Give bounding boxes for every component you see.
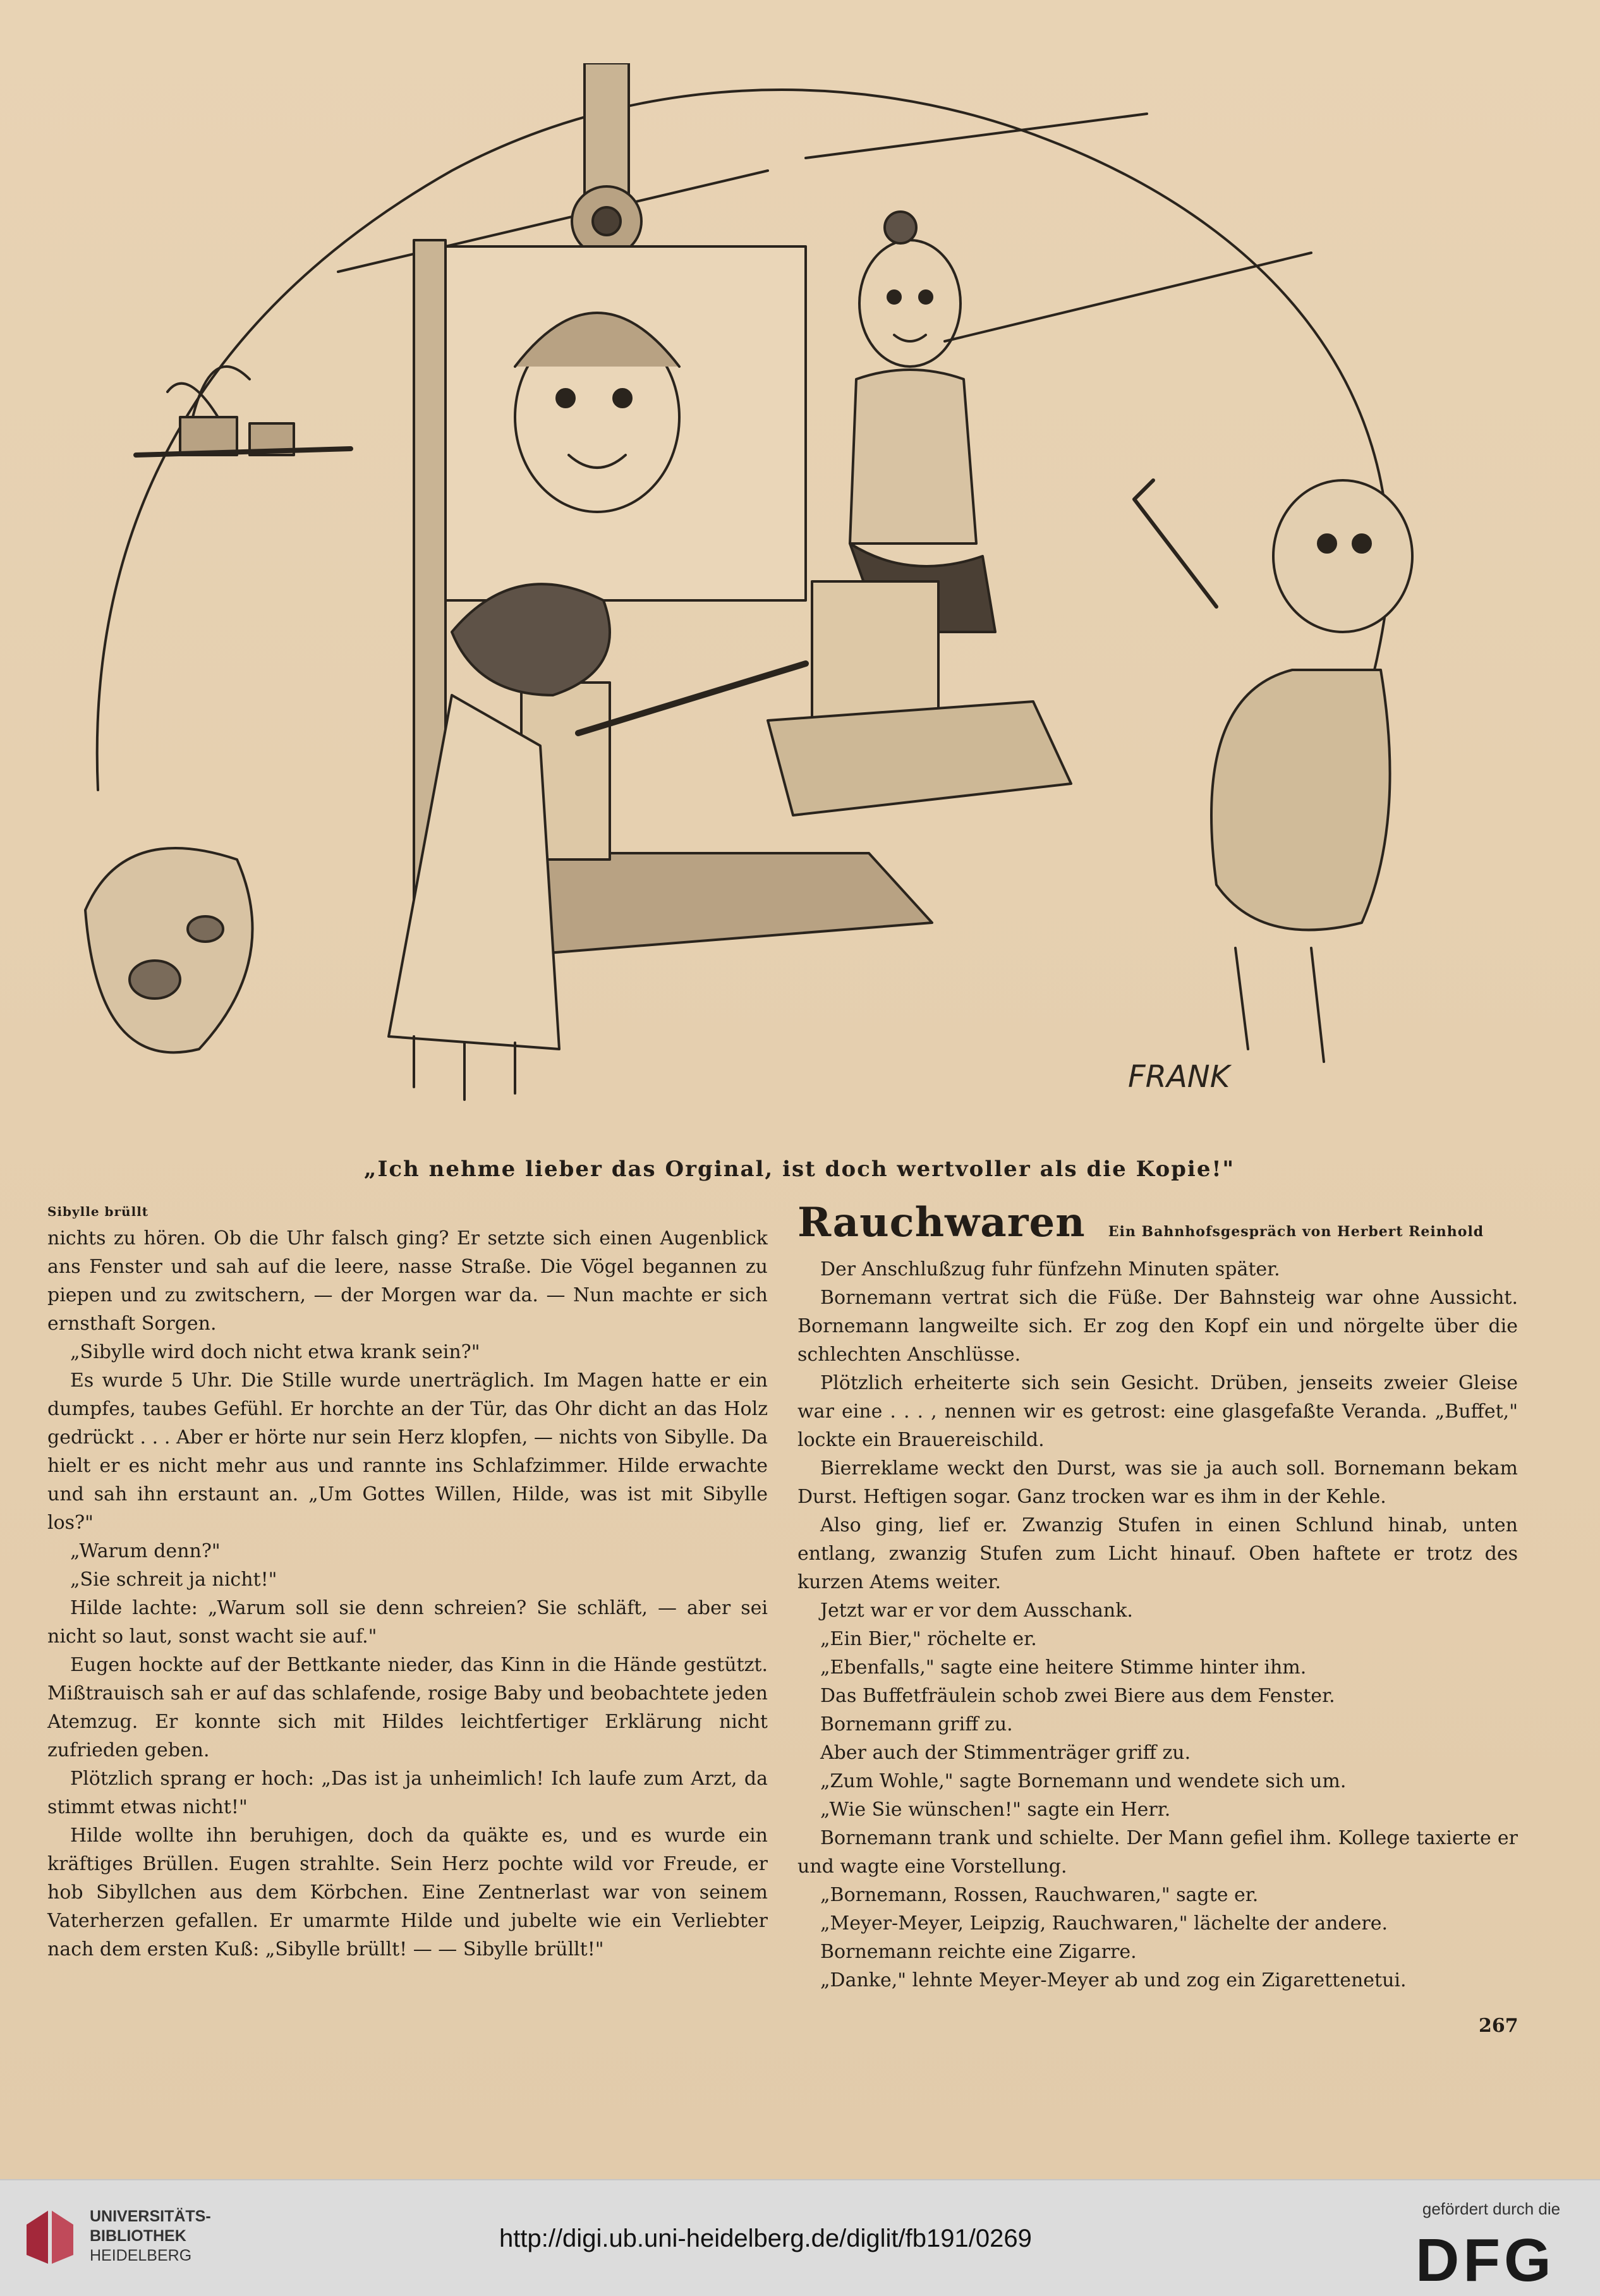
paragraph: „Danke," lehnte Meyer-Meyer ab und zog ein Zigarettenetui. [820, 1969, 1407, 1991]
paragraph: „Wie Sie wünschen!" sagte ein Herr. [820, 1799, 1171, 1821]
cartoon-illustration [60, 63, 1419, 1125]
right-column [797, 1199, 1518, 1995]
paragraph: Das Buffetfräulein schob zwei Biere aus dem Fenster. [820, 1685, 1335, 1707]
paragraph: „Bornemann, Rossen, Rauchwaren," sagte er. [820, 1884, 1259, 1906]
paragraph: Bornemann vertrat sich die Füße. Der Bahnsteig war ohne Aussicht. Bornemann langweilte sich. Er zog den Kopf ein und nörgelte über die schlechten Anschlüsse. [797, 1287, 1518, 1366]
paragraph: „Sie schreit ja nicht!" [70, 1569, 277, 1591]
paragraph: „Zum Wohle," sagte Bornemann und wendete sich um. [820, 1770, 1347, 1792]
library-name-line: UNIVERSITÄTS- [90, 2208, 211, 2225]
paragraph: „Warum denn?" [70, 1540, 221, 1562]
library-name-line: BIBLIOTHEK [90, 2227, 186, 2245]
story-byline: Ein Bahnhofsgespräch von Herbert Reinhold [1108, 1224, 1484, 1240]
sponsor-text: gefördert durch die [1422, 2199, 1561, 2218]
paragraph: Eugen hockte auf der Bettkante nieder, das Kinn in die Hände gestützt. Mißtrauisch sah er auf das schlafende, rosige Baby und beobachtete jeden Atemzug. Er konnte sich mit Hildes leichtfertiger Erklärung nicht zufrieden geben. [47, 1654, 768, 1761]
paragraph: Jetzt war er vor dem Ausschank. [820, 1600, 1133, 1622]
paragraph: Der Anschlußzug fuhr fünfzehn Minuten später. [820, 1258, 1280, 1280]
paragraph: nichts zu hören. Ob die Uhr falsch ging? Er setzte sich einen Augenblick ans Fenster und sah auf die leere, nasse Straße. Die Vögel begannen zu piepen und zu zwitschern, — der Morgen war da. — Nun machte er sich ernsthaft Sorgen. [47, 1227, 768, 1335]
paragraph: Hilde lachte: „Warum soll sie denn schreien? Sie schläft, — aber sei nicht so laut, sonst wacht sie auf." [47, 1597, 768, 1648]
story-header [797, 1199, 1518, 1246]
permalink-url[interactable]: http://digi.ub.uni-heidelberg.de/diglit/fb191/0269 [499, 2225, 1032, 2252]
library-name-line: HEIDELBERG [90, 2247, 192, 2264]
paragraph: Es wurde 5 Uhr. Die Stille wurde unerträglich. Im Magen hatte er ein dumpfes, taubes Gefühl. Er horchte an der Tür, das Ohr dicht an das Holz gedrückt . . . Aber er hörte nur sein Herz klopfen, — nichts von Sibylle. Da hielt er es nicht mehr aus und rannte ins Schlafzimmer. Hilde erwachte und sah ihn erstaunt an. „Um Gottes Willen, Hilde, was ist mit Sibylle los?" [47, 1370, 768, 1534]
university-library-name [90, 2207, 211, 2266]
paragraph: Hilde wollte ihn beruhigen, doch da quäkte es, und es wurde ein kräftiges Brüllen. Eugen strahlte. Sein Herz pochte wild vor Freude, er hob Sibyllchen aus dem Körbchen. Eine Zentnerlast war von seinem Vaterherzen gefallen. Er umarmte Hilde und jubelte wie ein Verliebter nach dem ersten Kuß: „Sibylle brüllt! — — Sibylle brüllt!" [47, 1825, 768, 1960]
paragraph: Aber auch der Stimmenträger griff zu. [820, 1742, 1191, 1764]
paragraph: Bornemann griff zu. [820, 1713, 1013, 1735]
page-number: 267 [1479, 2015, 1518, 2037]
paragraph: „Ein Bier," röchelte er. [820, 1628, 1037, 1650]
dfg-logo[interactable]: DFG [1415, 2226, 1555, 2294]
paragraph: Bornemann reichte eine Zigarre. [820, 1941, 1137, 1963]
paragraph: Plötzlich erheiterte sich sein Gesicht. Drüben, jenseits zweier Gleise war eine . . . , nennen wir es getrost: eine glasgefaßte Veranda. „Buffet," lockte ein Brauereischild. [797, 1372, 1518, 1451]
paragraph: „Meyer-Meyer, Leipzig, Rauchwaren," lächelte der andere. [820, 1912, 1388, 1935]
paragraph: Bierreklame weckt den Durst, was sie ja auch soll. Bornemann bekam Durst. Heftigen sogar. Ganz trocken war es ihm in der Kehle. [797, 1457, 1518, 1508]
story-title: Rauchwaren [797, 1199, 1086, 1246]
paragraph: „Sibylle wird doch nicht etwa krank sein?" [70, 1341, 480, 1363]
cartoon-caption: „Ich nehme lieber das Orginal, ist doch wertvoller als die Kopie!" [363, 1157, 1235, 1182]
paragraph: „Ebenfalls," sagte eine heitere Stimme hinter ihm. [820, 1656, 1307, 1679]
left-column [47, 1204, 768, 1964]
university-library-logo-icon[interactable] [23, 2206, 77, 2269]
digitization-footer [0, 2179, 1600, 2296]
paragraph: Bornemann trank und schielte. Der Mann gefiel ihm. Kollege taxierte er und wagte eine Vorstellung. [797, 1827, 1518, 1878]
artist-studio-drawing [60, 63, 1419, 1125]
artist-signature: FRANK [1128, 1059, 1230, 1095]
paragraph: Plötzlich sprang er hoch: „Das ist ja unheimlich! Ich laufe zum Arzt, da stimmt etwas nicht!" [47, 1768, 768, 1818]
continued-story-title: Sibylle brüllt [47, 1204, 149, 1219]
paragraph: Also ging, lief er. Zwanzig Stufen in einen Schlund hinab, unten entlang, zwanzig Stufen zum Licht hinauf. Oben haftete er trotz des kurzen Atems weiter. [797, 1514, 1518, 1593]
